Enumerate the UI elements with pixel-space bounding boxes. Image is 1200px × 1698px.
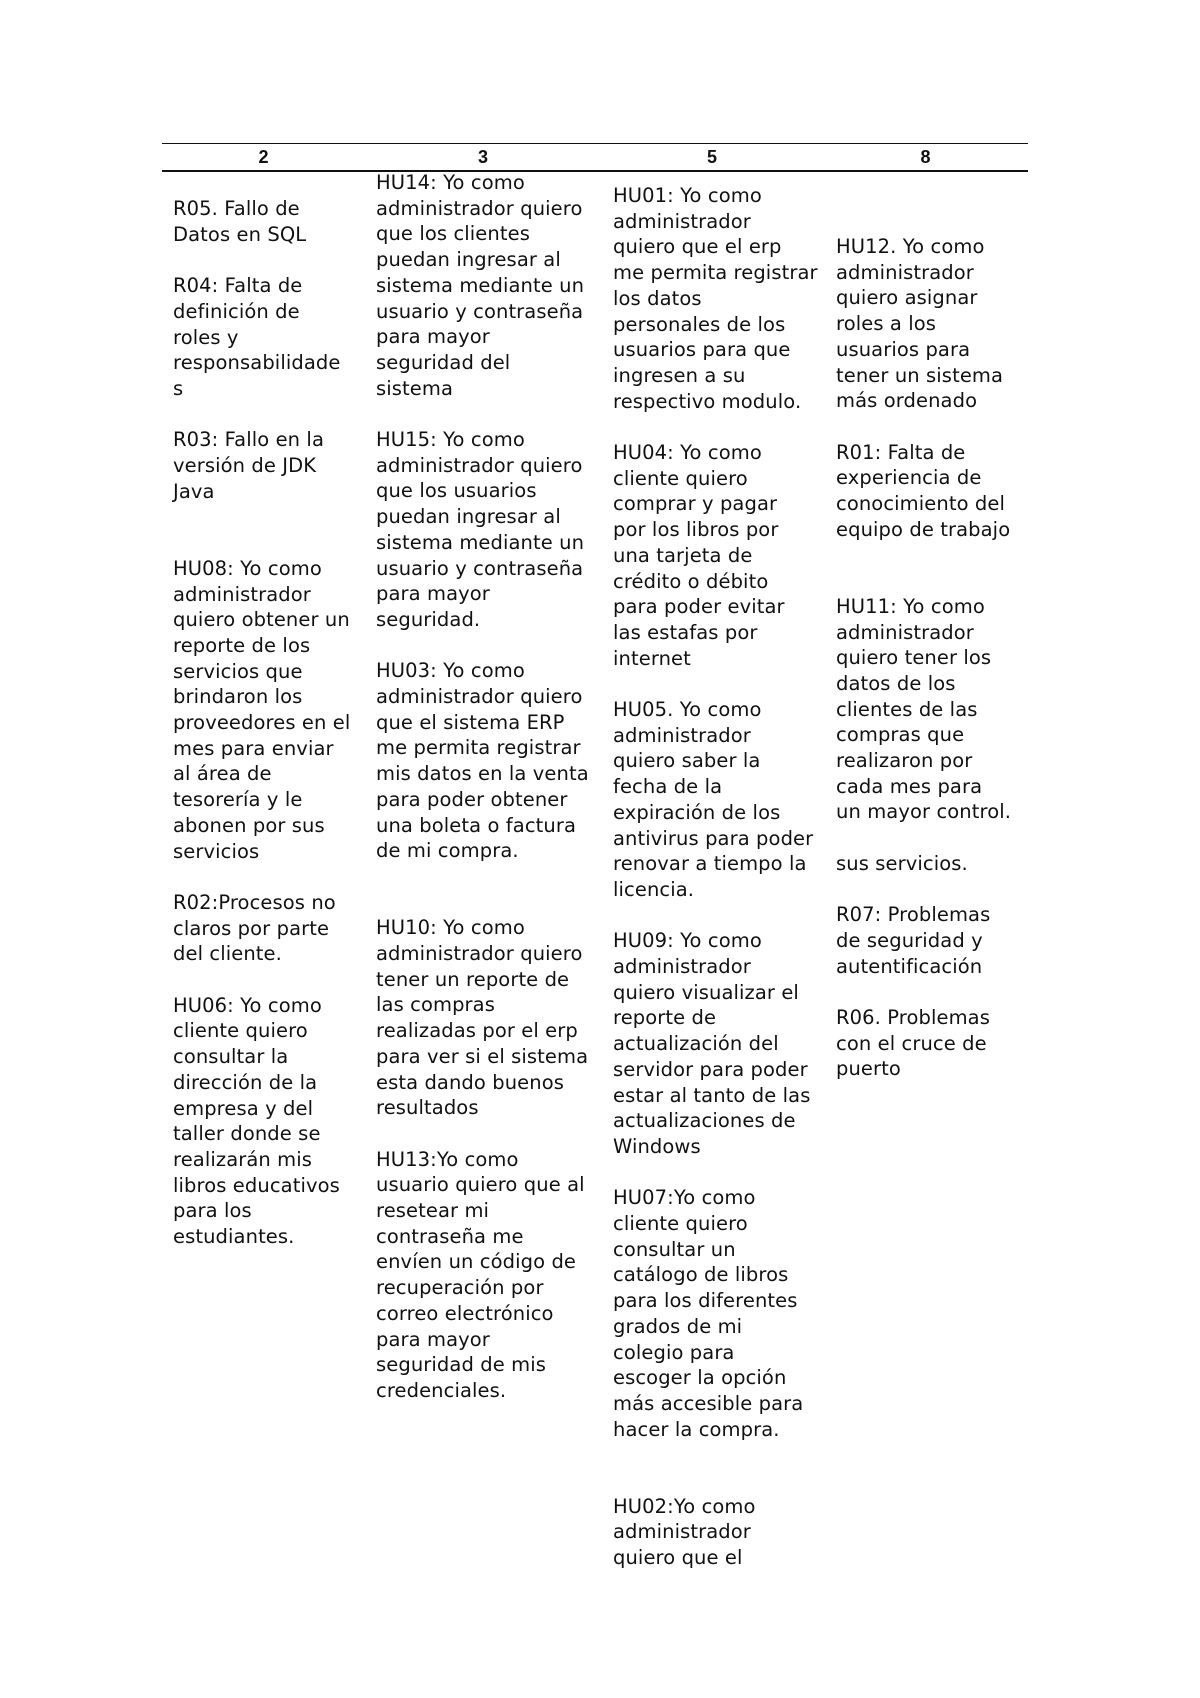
table-cell-entry: HU11: Yo como administrador quiero tener los datos de los clientes de las compras que realizaron por cada mes para un mayor control. <box>836 594 1012 824</box>
table-cell-entry: HU15: Yo como administrador quiero que los usuarios puedan ingresar al sistema mediante un usuario y contraseña para mayor seguridad. <box>376 428 585 631</box>
column-header-2: 3 <box>477 147 488 167</box>
column-header-1: 2 <box>258 147 269 167</box>
table-cell-entry: R03: Fallo en la versión de JDK Java <box>173 428 324 503</box>
table-cell-entry: HU01: Yo como administrador quiero que el erp me permita registrar los datos personales de los usuarios para que ingresen a su respectivo modulo. <box>613 184 818 413</box>
table-cell-entry: HU13:Yo como usuario quiero que al resetear mi contraseña me envíen un código de recuperación por correo electrónico para mayor seguridad de mis credenciales. <box>376 1147 585 1402</box>
table-cell-entry: HU03: Yo como administrador quiero que el sistema ERP me permita registrar mis datos en la venta para poder obtener una boleta o factura de mi compra. <box>376 659 589 863</box>
column-2 <box>376 170 591 1429</box>
table-cell-entry: HU02:Yo como administrador quiero que el <box>613 1494 756 1570</box>
table-cell-entry: sus servicios. <box>836 851 968 875</box>
table-cell-entry: R01: Falta de experiencia de conocimiento del equipo de trabajo <box>836 440 1011 541</box>
table-cell-entry: R04: Falta de definición de roles y responsabilidade s <box>173 274 341 400</box>
table-cell-entry: R02:Procesos no claros por parte del cliente. <box>173 890 336 966</box>
table-cell-entry: R05. Fallo de Datos en SQL <box>173 197 307 246</box>
column-3 <box>613 183 828 1597</box>
table-header-rule <box>162 170 1028 172</box>
column-header-4: 8 <box>920 147 931 167</box>
table-top-rule <box>162 143 1028 144</box>
table-cell-entry: R07: Problemas de seguridad y autentificación <box>836 903 991 978</box>
column-1 <box>173 196 363 1275</box>
table-cell-entry: HU05. Yo como administrador quiero saber la fecha de la expiración de los antivirus para poder renovar a tiempo la licencia. <box>613 698 814 901</box>
table-cell-entry: HU12. Yo como administrador quiero asignar roles a los usuarios para tener un sistema más ordenado <box>836 235 1004 413</box>
column-4 <box>836 234 1026 1108</box>
table-cell-entry: R06. Problemas con el cruce de puerto <box>836 1006 990 1081</box>
table-cell-entry: HU04: Yo como cliente quiero comprar y pagar por los libros por una tarjeta de crédito o débito para poder evitar las estafas por internet <box>613 441 785 670</box>
table-cell-entry: HU14: Yo como administrador quiero que los clientes puedan ingresar al sistema mediante un usuario y contraseña para mayor seguridad del sistema <box>376 171 585 400</box>
table-cell-entry: HU09: Yo como administrador quiero visualizar el reporte de actualización del servidor para poder estar al tanto de las actualizaciones de Windows <box>613 929 811 1158</box>
table-cell-entry: HU06: Yo como cliente quiero consultar la dirección de la empresa y del taller donde se realizarán mis libros educativos para los estudiantes. <box>173 993 340 1249</box>
column-header-3: 5 <box>706 147 717 167</box>
table-cell-entry: HU10: Yo como administrador quiero tener un reporte de las compras realizadas por el erp para ver si el sistema esta dando buenos resultados <box>376 916 589 1120</box>
table-cell-entry: HU08: Yo como administrador quiero obtener un reporte de los servicios que brindaron los proveedores en el mes para enviar al área de tesorería y le abonen por sus servicios <box>173 556 351 863</box>
table-cell-entry: HU07:Yo como cliente quiero consultar un catálogo de libros para los diferentes grados de mi colegio para escoger la opción más accesible para hacer la compra. <box>613 1186 804 1441</box>
